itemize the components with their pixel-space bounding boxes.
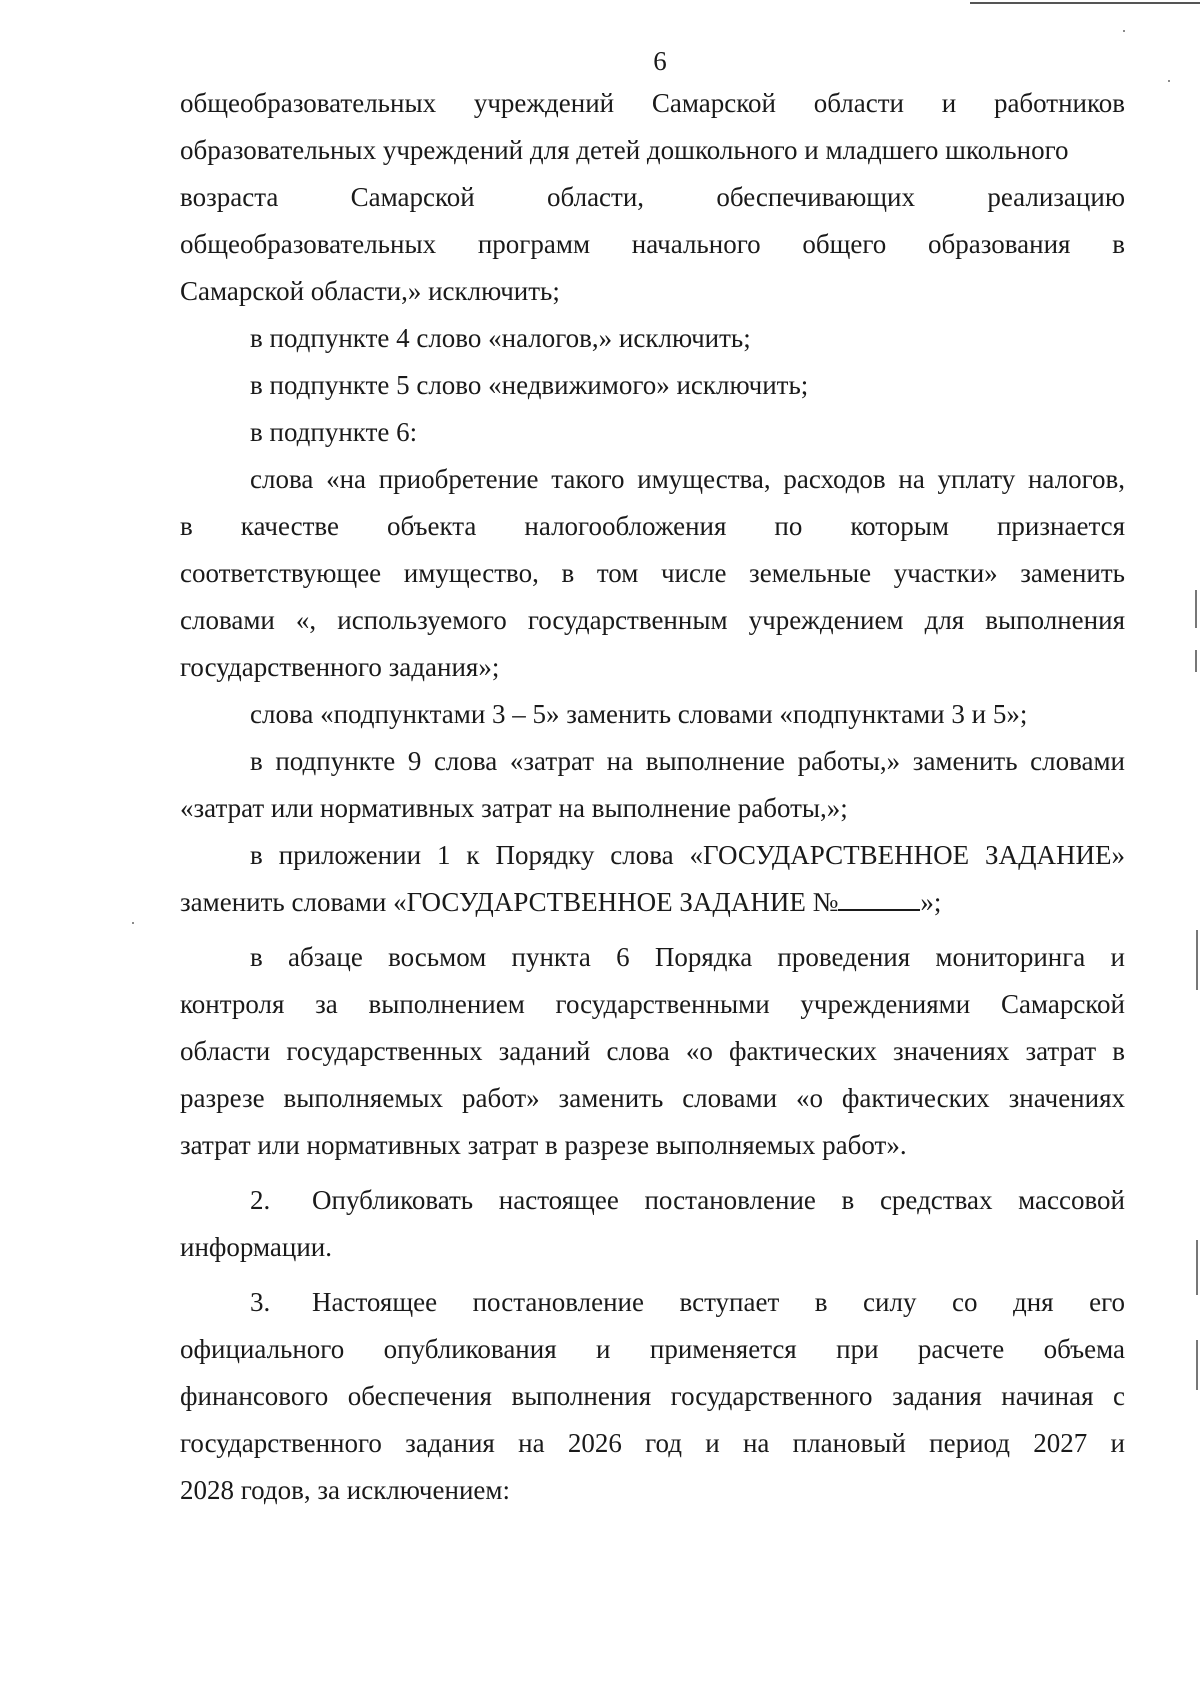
text-fragment: »; xyxy=(920,887,942,917)
text-line: Самарской области,» исключить; xyxy=(180,276,560,306)
text-line: области государственных заданий слова «о фактических значениях затрат в xyxy=(180,1036,1125,1066)
text-line: словами «, используемого государственным учреждением для выполнения xyxy=(180,605,1125,635)
text-line xyxy=(180,1177,1125,1224)
text-line: образовательных учреждений для детей дошкольного и младшего школьного xyxy=(180,135,1069,165)
text-line: в подпункте 4 слово «налогов,» исключить; xyxy=(250,323,751,353)
text-line: «затрат или нормативных затрат на выполнение работы,»; xyxy=(180,793,848,823)
section-number: 3. xyxy=(250,1287,271,1317)
scan-edge-mark xyxy=(1195,590,1197,628)
scan-edge-mark xyxy=(1196,930,1198,990)
document-body xyxy=(180,80,1125,1514)
text-line: общеобразовательных программ начального общего образования в xyxy=(180,229,1125,259)
text-line: в подпункте 5 слово «недвижимого» исключить; xyxy=(250,370,809,400)
text-fragment: Настоящее постановление вступает в силу со дня его xyxy=(312,1287,1125,1317)
text-line: возраста Самарской области, обеспечивающих реализацию xyxy=(180,182,1125,212)
text-line: слова «подпунктами 3 – 5» заменить словами «подпунктами 3 и 5»; xyxy=(250,699,1028,729)
text-line xyxy=(180,1279,1125,1326)
text-line: слова «на приобретение такого имущества, расходов на уплату налогов, xyxy=(250,464,1125,494)
section-number: 2. xyxy=(250,1185,271,1215)
text-line: в приложении 1 к Порядку слова «ГОСУДАРСТВЕННОЕ ЗАДАНИЕ» xyxy=(250,840,1125,870)
text-fragment: заменить словами «ГОСУДАРСТВЕННОЕ ЗАДАНИЕ № xyxy=(180,887,839,917)
scan-edge-mark xyxy=(1196,1240,1198,1295)
text-line: разрезе выполняемых работ» заменить словами «о фактических значениях xyxy=(180,1083,1125,1113)
text-line: общеобразовательных учреждений Самарской области и работников xyxy=(180,88,1125,118)
text-line: государственного задания»; xyxy=(180,652,500,682)
text-line: государственного задания на 2026 год и на плановый период 2027 и xyxy=(180,1428,1125,1458)
scan-speck xyxy=(1168,80,1170,82)
scan-speck xyxy=(132,922,134,924)
text-line: финансового обеспечения выполнения государственного задания начиная с xyxy=(180,1381,1125,1411)
blank-underline xyxy=(838,887,920,911)
text-line: официального опубликования и применяется при расчете объема xyxy=(180,1334,1125,1364)
text-fragment: Опубликовать настоящее постановление в средствах массовой xyxy=(312,1185,1125,1215)
text-line: соответствующее имущество, в том числе земельные участки» заменить xyxy=(180,558,1125,588)
text-line: в качестве объекта налогообложения по которым признается xyxy=(180,511,1125,541)
scan-edge-mark xyxy=(1196,1340,1198,1390)
scan-speck xyxy=(1123,30,1125,32)
text-line xyxy=(180,879,1125,926)
scan-edge-mark xyxy=(1195,650,1197,672)
text-line: в подпункте 9 слова «затрат на выполнение работы,» заменить словами xyxy=(250,746,1125,776)
page-number: 6 xyxy=(653,46,667,76)
text-line: в абзаце восьмом пункта 6 Порядка проведения мониторинга и xyxy=(250,942,1125,972)
text-line: информации. xyxy=(180,1232,332,1262)
scan-top-rule xyxy=(970,2,1200,4)
text-line: контроля за выполнением государственными учреждениями Самарской xyxy=(180,989,1125,1019)
text-line: 2028 годов, за исключением: xyxy=(180,1475,510,1505)
text-line: затрат или нормативных затрат в разрезе выполняемых работ». xyxy=(180,1130,907,1160)
text-line: в подпункте 6: xyxy=(250,417,418,447)
